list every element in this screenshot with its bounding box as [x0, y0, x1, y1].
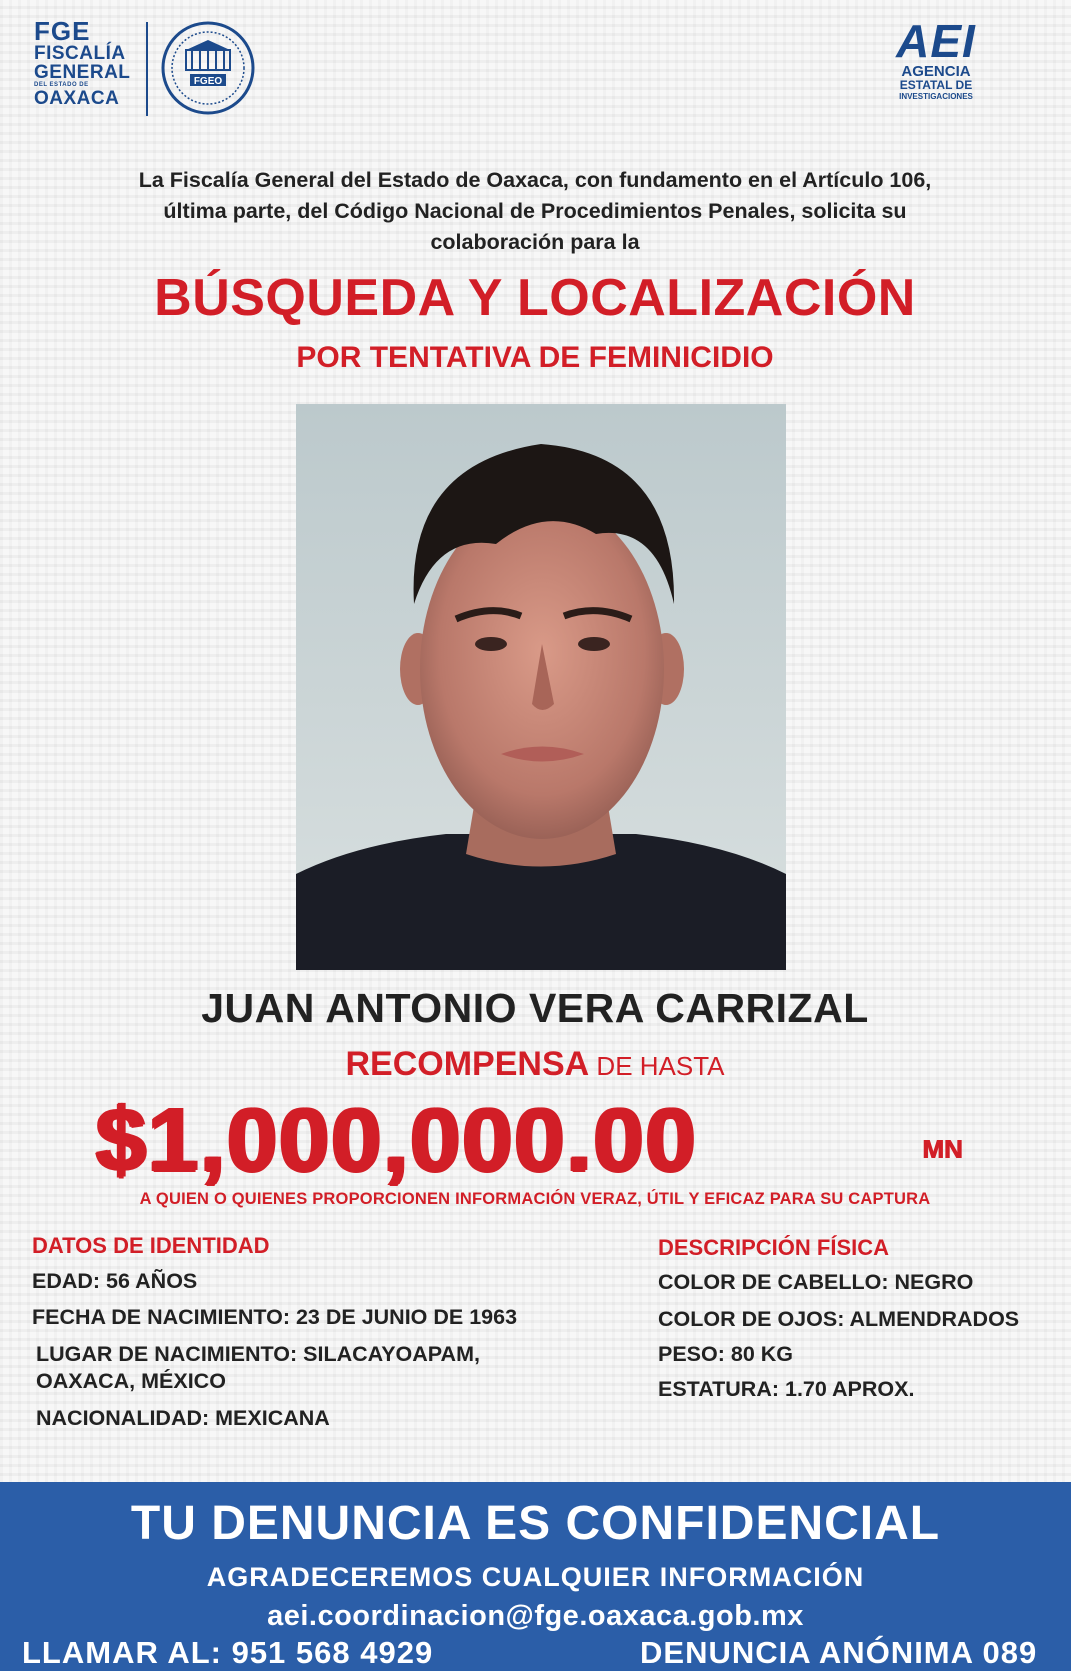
contact-email: aei.coordinacion@fge.oaxaca.gob.mx	[267, 1600, 804, 1632]
banner-title: TU DENUNCIA ES CONFIDENCIAL	[130, 1497, 941, 1550]
intro-line-2: última parte, del Código Nacional de Procedimientos Penales, solicita su	[163, 199, 907, 223]
physical-title: DESCRIPCIÓN FÍSICA	[658, 1235, 890, 1260]
physical-ojos: COLOR DE OJOS: ALMENDRADOS	[658, 1307, 1020, 1331]
fgeo-seal-icon	[160, 20, 256, 116]
fgeo-line-del-estado: DEL ESTADO DE	[34, 82, 89, 88]
aei-wordmark: AEI	[896, 15, 976, 67]
headline: BÚSQUEDA Y LOCALIZACIÓN	[154, 269, 916, 327]
identity-nacionalidad: NACIONALIDAD: MEXICANA	[36, 1406, 330, 1430]
aei-logo	[884, 15, 988, 122]
identity-lugar-1: LUGAR DE NACIMIENTO: SILACAYOAPAM,	[36, 1342, 480, 1366]
suspect-photo	[296, 404, 786, 970]
identity-edad: EDAD: 56 AÑOS	[32, 1269, 198, 1293]
contact-phone: LLAMAR AL: 951 568 4929	[22, 1635, 434, 1670]
banner-subtitle: AGRADECEREMOS CUALQUIER INFORMACIÓN	[206, 1562, 865, 1592]
fgeo-line-oaxaca: OAXACA	[34, 88, 120, 109]
identity-title: DATOS DE IDENTIDAD	[32, 1233, 270, 1258]
fgeo-line-fiscalia: FISCALÍA	[34, 43, 126, 64]
physical-estatura: ESTATURA: 1.70 APROX.	[658, 1377, 915, 1401]
reward-amount: $1,000,000.00	[95, 1090, 697, 1190]
fgeo-wordmark	[34, 18, 138, 44]
subheadline: POR TENTATIVA DE FEMINICIDIO	[296, 341, 774, 374]
aei-line-agencia: AGENCIA	[901, 63, 971, 80]
contact-banner	[0, 1482, 1071, 1671]
identity-lugar-2: OAXACA, MÉXICO	[36, 1369, 226, 1393]
aei-line-investigaciones: INVESTIGACIONES	[899, 92, 973, 101]
fgeo-wordmark-text: FGE	[34, 16, 91, 46]
reward-label-suffix: DE HASTA	[589, 1051, 725, 1081]
fgeo-logo	[34, 18, 138, 120]
anonymous-line: DENUNCIA ANÓNIMA 089	[640, 1635, 1038, 1670]
identity-nacimiento: FECHA DE NACIMIENTO: 23 DE JUNIO DE 1963	[32, 1305, 518, 1329]
intro-paragraph	[40, 165, 1030, 258]
aei-line-estatal: ESTATAL DE	[899, 78, 973, 92]
reward-label	[40, 1044, 1030, 1086]
reward-note: A QUIEN O QUIENES PROPORCIONEN INFORMACIÓN VERAZ, ÚTIL Y EFICAZ PARA SU CAPTURA	[139, 1190, 931, 1208]
reward-label-main: RECOMPENSA	[345, 1045, 590, 1083]
suspect-name: JUAN ANTONIO VERA CARRIZAL	[201, 985, 869, 1031]
fgeo-line-general: GENERAL	[34, 62, 131, 83]
physical-peso: PESO: 80 KG	[658, 1342, 794, 1366]
logo-divider	[146, 22, 148, 116]
intro-line-1: La Fiscalía General del Estado de Oaxaca, con fundamento en el Artículo 106,	[138, 168, 932, 192]
intro-line-3: colaboración para la	[430, 230, 640, 254]
seal-label: FGEO	[193, 76, 223, 87]
physical-cabello: COLOR DE CABELLO: NEGRO	[658, 1270, 974, 1294]
reward-currency: MN	[922, 1134, 963, 1164]
